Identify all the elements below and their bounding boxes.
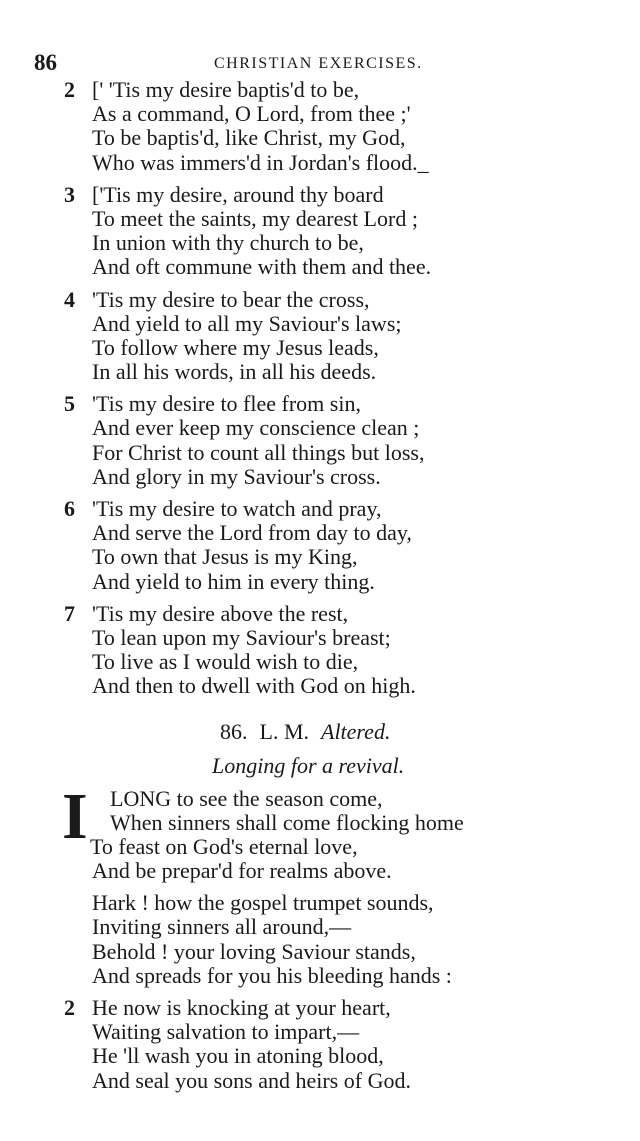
verse-line: To lean upon my Saviour's breast; (92, 624, 391, 650)
verse-line: He 'll wash you in atoning blood, (92, 1043, 384, 1069)
stanza-2 (64, 78, 584, 175)
drop-cap: I (62, 779, 88, 853)
verse-line: And then to dwell with God on high. (92, 673, 416, 699)
first-word: LONG (110, 785, 172, 811)
stanza-number: 3 (64, 181, 75, 207)
running-head (34, 50, 540, 76)
verse-line: And serve the Lord from day to day, (92, 520, 412, 546)
verse-line: And oft commune with them and thee. (92, 254, 432, 280)
stanza-number: 6 (64, 496, 75, 521)
verse-line: And yield to him in every thing. (92, 568, 375, 594)
verse-line: Hark ! how the gospel trumpet sounds, (92, 890, 434, 916)
verse-line: 'Tis my desire to bear the cross, (92, 286, 370, 312)
hymn86-stanza-2 (64, 891, 584, 988)
verse-line: To meet the saints, my dearest Lord ; (92, 205, 418, 231)
verse-line: Who was immers'd in Jordan's flood._ (92, 149, 429, 175)
verse-line: Waiting salvation to impart,— (92, 1019, 360, 1045)
verse-line-rest: to see the season come, (171, 785, 383, 811)
verse-line: In all his words, in all his deeds. (92, 359, 377, 385)
verse-line: To be baptis'd, like Christ, my God, (92, 125, 406, 151)
verse-line: Behold ! your loving Saviour stands, (92, 938, 416, 964)
verse-line: To live as I would wish to die, (92, 649, 359, 675)
stanza-6 (64, 497, 584, 594)
verse-line: ['Tis my desire, around thy board (92, 181, 384, 207)
verse-line: 'Tis my desire to flee from sin, (92, 391, 361, 417)
running-title: CHRISTIAN EXERCISES. (214, 55, 423, 72)
verse-line: And ever keep my conscience clean ; (92, 415, 420, 441)
stanza-number: 2 (64, 995, 75, 1020)
stanza-number: 2 (64, 77, 75, 102)
hymn86-stanza-3 (64, 996, 584, 1093)
verse-line: To own that Jesus is my King, (92, 544, 358, 570)
stanza-5 (64, 392, 584, 489)
verse-line: Inviting sinners all around,— (92, 914, 352, 940)
hymn-header (64, 717, 584, 751)
stanza-number: 5 (64, 391, 75, 417)
verse-line: In union with thy church to be, (92, 230, 364, 256)
verse-line: For Christ to count all things but loss, (92, 439, 425, 465)
hymn86-stanza-1 (36, 779, 584, 884)
stanza-number: 4 (64, 286, 75, 312)
verse-line: To feast on God's eternal love, (90, 833, 358, 859)
page-text (64, 78, 584, 1101)
stanza-7 (64, 602, 584, 699)
hymn-meter: L. M. (259, 718, 309, 744)
verse-line: He now is knocking at your heart, (92, 995, 391, 1020)
verse-line (36, 787, 584, 811)
verse-line: When sinners shall come flocking home (110, 809, 464, 835)
verse-line: As a command, O Lord, from thee ;' (92, 101, 411, 127)
stanza-4 (64, 288, 584, 385)
stanza-number: 7 (64, 600, 75, 626)
verse-line: To follow where my Jesus leads, (92, 334, 379, 360)
verse-line: 'Tis my desire to watch and pray, (92, 496, 382, 521)
verse-line: And glory in my Saviour's cross. (92, 463, 381, 489)
verse-line: And seal you sons and heirs of God. (92, 1067, 411, 1093)
stanza-3 (64, 183, 584, 280)
verse-line: And spreads for you his bleeding hands : (92, 962, 452, 988)
verse-line: [' 'Tis my desire baptis'd to be, (92, 77, 360, 102)
verse-line: And be prepar'd for realms above. (92, 858, 392, 884)
page-number: 86 (34, 50, 57, 75)
verse-line: 'Tis my desire above the rest, (92, 600, 349, 626)
verse-line: And yield to all my Saviour's laws; (92, 310, 402, 336)
hymn-number: 86. (220, 718, 248, 744)
hymn-note: Altered. (321, 718, 391, 744)
hymn-subtitle: Longing for a revival. (212, 752, 405, 778)
